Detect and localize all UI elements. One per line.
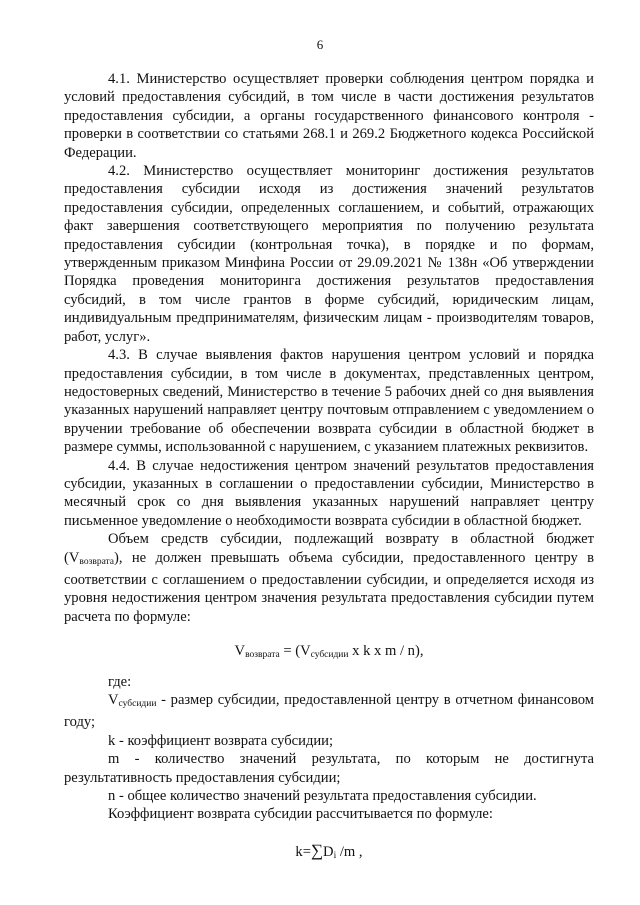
definition-n: n - общее количество значений результата предоставления субсидии. — [108, 788, 537, 805]
coefficient-intro: Коэффициент возврата субсидии рассчитывается по формуле: — [108, 806, 493, 823]
page-number: 6 — [316, 37, 324, 52]
sum-symbol: ∑ — [310, 840, 324, 860]
volume-paragraph: Объем средств субсидии, подлежащий возврату в областной бюджет $(V_{возврата})$, не должен превышать объема субсидии, предоставленного центру в соответствии с соглашением о предоставлении субсидии, и определяется исходя из уровня недостижения центром значения результата предоставления субсидии путем расчета по формуле: — [64, 531, 594, 625]
paragraph-4-2: 4.2. Министерство осуществляет мониторинг достижения результатов предоставления субсидии исходя из достижения значений результатов предоставления субсидии, определенных соглашением, и событий, отражающих факт завершения соответствующего мероприятия по получению результата предоставления субсидии (контрольная точка), в порядке и по формам, утвержденным приказом Минфина России от 29.09.2021 № 138н «Об утверждении Порядка проведения мониторинга достижения результатов предоставления субсидий, в том числе грантов в форме субсидий, юридическим лицам, индивидуальным предпринимателям, физическим лицам - производителям товаров, работ, услуг». — [64, 163, 594, 345]
formula-coefficient: $k=\sum D_i$ /m , — [295, 840, 363, 861]
paragraph-4-3: 4.3. В случае выявления фактов нарушения центром условий и порядка предоставления субсидии, в том числе в документах, представленных центром, недостоверных сведений, Министерство в течение 5 рабочих дней со дня выявления указанных нарушений направляет центру почтовым отправлением с уведомлением о вручении требование об обеспечении возврата субсидии в областной бюджет в размере суммы, использованной с нарушением, с указанием платежных реквизитов. — [64, 347, 594, 456]
definition-k: k - коэффициент возврата субсидии; — [108, 732, 334, 749]
definition-vsub: $V_{субсидии}$ - размер субсидии, предоставленной центру в отчетном финансовом году; — [64, 692, 594, 731]
formula-return-amount: $V_{возврата} = (V_{субсидии}$ x k x m / n), — [234, 643, 424, 661]
where-label: где: — [108, 673, 132, 690]
paragraph-4-4: 4.4. В случае недостижения центром значений результатов предоставления субсидии, указанных в соглашении о предоставлении субсидии, Министерство в месячный срок со дня выявления указанных нарушений направляет центру письменное уведомление о необходимости возврата субсидии в областной бюджет. — [64, 457, 594, 529]
paragraph-4-1: 4.1. Министерство осуществляет проверки соблюдения центром порядка и условий предоставления субсидий, в том числе в части достижения результатов предоставления субсидии, а органы государственного финансового контроля - проверки в соответствии со статьями 268.1 и 269.2 Бюджетного кодекса Российской Федерации. — [64, 71, 594, 161]
definition-m: m - количество значений результата, по которым не достигнута результативность предоставления субсидии; — [64, 751, 594, 786]
document-body — [64, 70, 594, 865]
